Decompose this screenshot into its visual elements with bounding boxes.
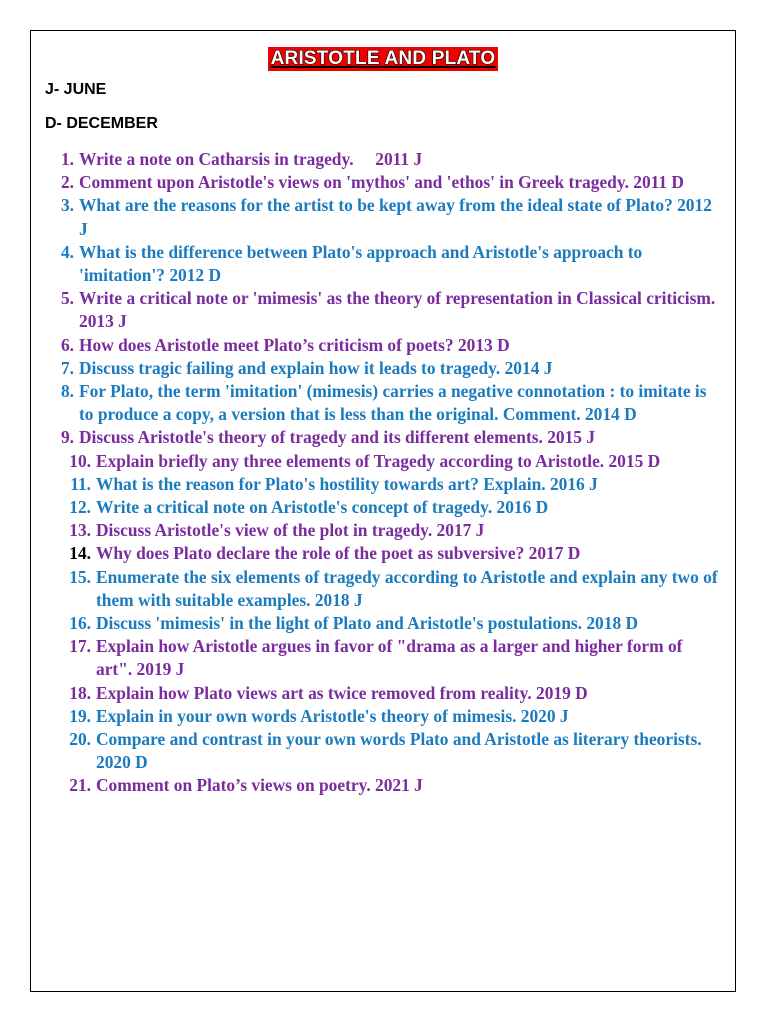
question-number: 10. [69,450,91,471]
question-item [31,542,735,565]
question-number: 7. [60,357,74,378]
question-text: Explain how Aristotle argues in favor of "drama as a larger and higher form of art". 2019 J [96,636,683,680]
question-text: Comment upon Aristotle's views on 'mythos' and 'ethos' in Greek tragedy. 2011 D [79,172,684,193]
question-item [31,357,735,380]
question-number: 16. [69,613,91,634]
question-text: What is the difference between Plato's approach and Aristotle's approach to 'imitation'? 2012 D [79,241,643,286]
question-list [31,148,735,798]
question-item [31,705,735,728]
question-text: Enumerate the six elements of tragedy according to Aristotle and explain any two of them with suitable examples. 2018 J [96,566,718,610]
question-number: 15. [69,566,91,587]
question-text: Explain in your own words Aristotle's theory of mimesis. 2020 J [96,705,569,726]
question-item [31,287,735,333]
question-text: How does Aristotle meet Plato’s criticism of poets? 2013 D [79,334,510,355]
question-text: What are the reasons for the artist to be kept away from the ideal state of Plato? 2012 J [79,195,712,239]
legend-december: D- DECEMBER [45,115,158,132]
question-text: What is the reason for Plato's hostility towards art? Explain. 2016 J [96,473,598,494]
question-item [31,728,735,774]
question-text: Why does Plato declare the role of the poet as subversive? 2017 D [96,543,581,564]
question-number: 3. [60,195,74,216]
question-number: 1. [60,149,74,169]
question-text: Write a note on Catharsis in tragedy. 2011 J [79,149,423,169]
question-item [31,774,735,797]
question-text: Explain how Plato views art as twice removed from reality. 2019 D [96,682,588,703]
question-number: 8. [60,381,74,402]
question-item [31,148,735,171]
question-text: Explain briefly any three elements of Tragedy according to Aristotle. 2015 D [96,450,661,471]
question-text: Write a critical note on Aristotle's concept of tragedy. 2016 D [96,497,549,518]
question-item [31,171,735,194]
question-item [31,473,735,496]
question-number: 11. [70,473,91,494]
question-number: 17. [69,636,91,657]
question-text: Discuss tragic failing and explain how it leads to tragedy. 2014 J [79,357,553,378]
question-item [31,612,735,635]
question-number: 4. [60,241,74,262]
page-title: ARISTOTLE AND PLATO [268,47,499,71]
document-page [30,30,736,992]
question-number: 18. [69,682,91,703]
question-item [31,194,735,240]
question-text: Comment on Plato’s views on poetry. 2021 J [96,775,423,796]
question-text: Discuss Aristotle's theory of tragedy and its different elements. 2015 J [79,427,596,448]
question-number: 19. [69,705,91,726]
question-item [31,380,735,426]
question-number: 5. [60,288,74,309]
title-container [31,47,735,71]
question-item [31,635,735,681]
question-item [31,682,735,705]
question-number: 14. [69,543,91,564]
legend-june: J- JUNE [45,81,107,98]
question-item [31,426,735,449]
question-item [31,334,735,357]
question-text: Discuss Aristotle's view of the plot in tragedy. 2017 J [96,520,485,541]
question-number: 12. [69,497,91,518]
question-number: 21. [69,775,91,796]
question-number: 20. [69,729,91,750]
question-number: 9. [60,427,74,448]
question-text: Discuss 'mimesis' in the light of Plato and Aristotle's postulations. 2018 D [96,613,639,634]
question-item [31,241,735,287]
question-text: For Plato, the term 'imitation' (mimesis) carries a negative connotation : to imitate is to produce a copy, a version that is less than the original. Comment. 2014 D [79,381,707,425]
question-item [31,519,735,542]
question-text: Compare and contrast in your own words Plato and Aristotle as literary theorists. 2020 D [96,729,711,773]
question-number: 2. [60,172,74,193]
question-item [31,496,735,519]
question-number: 13. [69,520,91,541]
question-number: 6. [60,334,74,355]
question-text: Write a critical note or 'mimesis' as the theory of representation in Classical criticism. 2013 J [79,288,716,332]
question-item [31,450,735,473]
question-item [31,566,735,612]
